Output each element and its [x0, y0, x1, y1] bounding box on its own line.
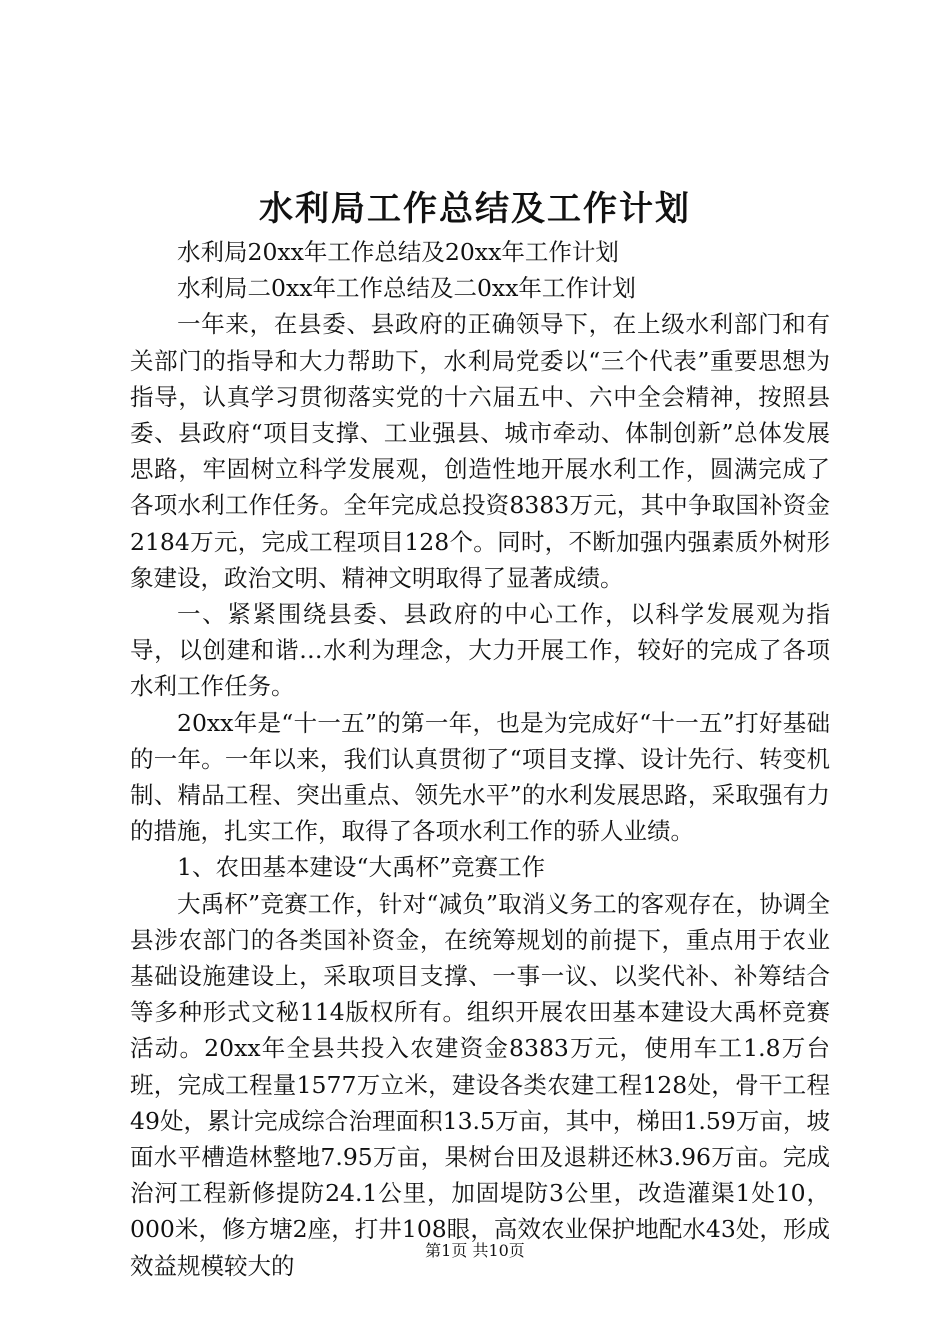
paragraph-dayu-cup: 大禹杯”竞赛工作，针对“减负”取消义务工的客观存在，协调全县涉农部门的各类国补资金，在统筹规划的前提下，重点用于农业基础设施建设上，采取项目支撑、一事一议、以奖代补、补筹结合等多种形式文秘114版权所有。组织开展农田基本建设大禹杯竞赛活动。20xx年全县共投入农建资金8383万元，使用车工1.8万台班，完成工程量1577万立米，建设各类农建工程128处，骨干工程49处，累计完成综合治理面积13.5万亩，其中，梯田1.59万亩，坡面水平槽造林整地7.95万亩，果树台田及退耕还林3.96万亩。完成治河工程新修提防24.1公里，加固堤防3公里，改造灌渠1处10，000米，修方塘2座，打井108眼，高效农业保护地配水43处，形成效益规模较大的 [130, 889, 830, 1280]
subtitle-line-1: 水利局20xx年工作总结及20xx年工作计划 [177, 238, 619, 266]
subsection-heading-1: 1、农田基本建设“大禹杯”竞赛工作 [177, 853, 545, 882]
document-body [130, 234, 830, 1284]
document-title: 水利局工作总结及工作计划 [259, 189, 691, 229]
page-footer: 第1页 共10页 [425, 1241, 525, 1260]
section-heading-1: 一、紧紧围绕县委、县政府的中心工作，以科学发展观为指导，以创建和谐…水利为理念，大力开展工作，较好的完成了各项水利工作任务。 [130, 600, 830, 701]
paragraph-intro: 一年来，在县委、县政府的正确领导下，在上级水利部门和有关部门的指导和大力帮助下，水利局党委以“三个代表”重要思想为指导，认真学习贯彻落实党的十六届五中、六中全会精神，按照县委、县政府“项目支撑、工业强县、城市牵动、体制创新”总体发展思路，牢固树立科学发展观，创造性地开展水利工作，圆满完成了各项水利工作任务。全年完成总投资8383万元，其中争取国补资金2184万元，完成工程项目128个。同时，不断加强内强素质外树形象建设，政治文明、精神文明取得了显著成绩。 [130, 310, 830, 592]
subtitle-line-2: 水利局二0xx年工作总结及二0xx年工作计划 [177, 274, 636, 303]
paragraph-overview: 20xx年是“十一五”的第一年，也是为完成好“十一五”打好基础的一年。一年以来，我们认真贯彻了“项目支撑、设计先行、转变机制、精品工程、突出重点、领先水平”的水利发展思路，采取强有力的措施，扎实工作，取得了各项水利工作的骄人业绩。 [130, 708, 830, 846]
